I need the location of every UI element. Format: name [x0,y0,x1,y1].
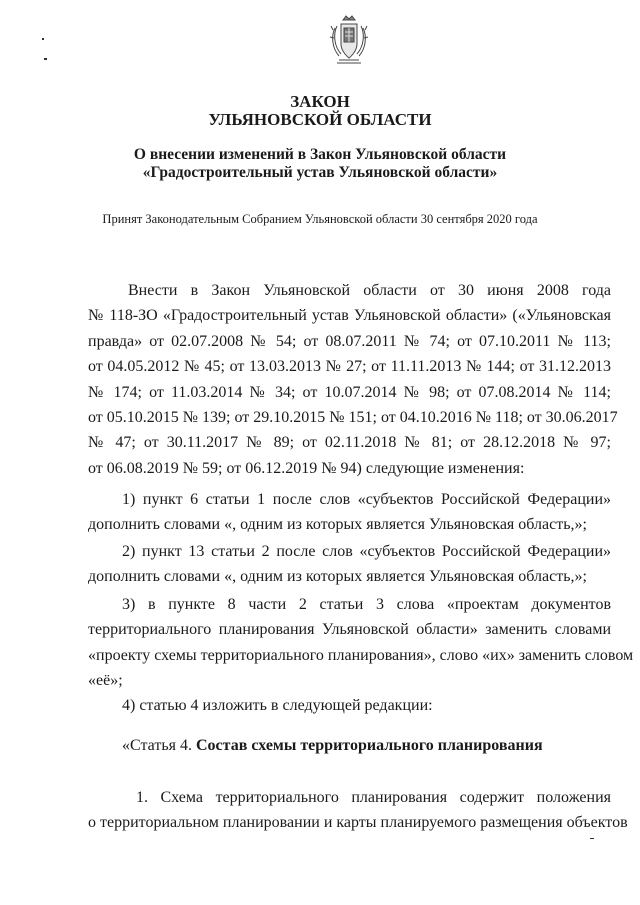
scan-speck [44,58,47,60]
intro-line: правда» от 02.07.2008 № 54; от 08.07.2011 № 74; от 07.10.2011 № 113; [88,332,611,350]
item-1 [88,487,611,538]
item-3 [88,592,634,694]
intro-line: № 174; от 11.03.2014 № 34; от 10.07.2014 № 98; от 07.08.2014 № 114; [88,383,611,401]
intro-line: от 06.08.2019 № 59; от 06.12.2019 № 94) следующие изменения: [88,459,525,477]
article-heading-line [88,733,611,758]
intro-paragraph [88,278,618,481]
scan-speck [590,838,594,839]
intro-line: от 05.10.2015 № 139; от 29.10.2015 № 151; от 04.10.2016 № 118; от 30.06.2017 [88,409,618,427]
item-1-line: 1) пункт 6 статьи 1 после слов «субъектов Российской Федерации» [122,491,611,508]
item-2 [88,539,611,590]
clause-1-line: 1. Схема территориального планирования содержит положения [136,789,611,806]
document-subtitle-line1: О внесении изменений в Закон Ульяновской области [133,146,507,163]
article-heading [88,733,611,758]
article-title: Состав схемы территориального планирования [195,737,543,754]
item-3-line: 3) в пункте 8 части 2 статьи 3 слова «проектам документов [122,596,611,613]
item-2-line: дополнить словами «, одним из которых является Ульяновская область,»; [88,568,587,586]
document-title-line2: УЛЬЯНОВСКОЙ ОБЛАСТИ [208,110,432,129]
intro-line: Внести в Закон Ульяновской области от 30 июня 2008 года [128,282,611,299]
item-3-line: «её»; [88,672,123,690]
adoption-note: Принят Законодательным Собранием Ульяновской области 30 сентября 2020 года [102,212,538,226]
item-3-line: территориального планирования Ульяновской области» заменить словами [88,621,611,639]
intro-line: № 47; от 30.11.2017 № 89; от 02.11.2018 № 81; от 28.12.2018 № 97; [88,434,611,452]
item-4-line: 4) статью 4 изложить в следующей редакции: [122,697,433,714]
intro-line: от 04.05.2012 № 45; от 13.03.2013 № 27; от 11.11.2013 № 144; от 31.12.2013 [88,358,611,376]
item-4 [88,693,611,718]
item-1-line: дополнить словами «, одним из которых является Ульяновская область,»; [88,516,587,534]
scan-speck [42,38,44,40]
document-title-line1: ЗАКОН [290,92,350,111]
item-3-line: «проекту схемы территориального планирования», слово «их» заменить словом [88,646,634,664]
item-2-line: 2) пункт 13 статьи 2 после слов «субъектов Российской Федерации» [122,543,611,560]
document-subtitle-line2: «Градостроительный устав Ульяновской области» [142,164,498,181]
clause-1 [88,785,628,836]
clause-1-line: о территориальном планировании и карты планируемого размещения объектов [88,814,628,832]
coat-of-arms-icon [329,14,369,66]
article-prefix: «Статья 4. [122,737,196,754]
intro-line: № 118-ЗО «Градостроительный устав Ульяновской области» («Ульяновская [88,307,611,325]
